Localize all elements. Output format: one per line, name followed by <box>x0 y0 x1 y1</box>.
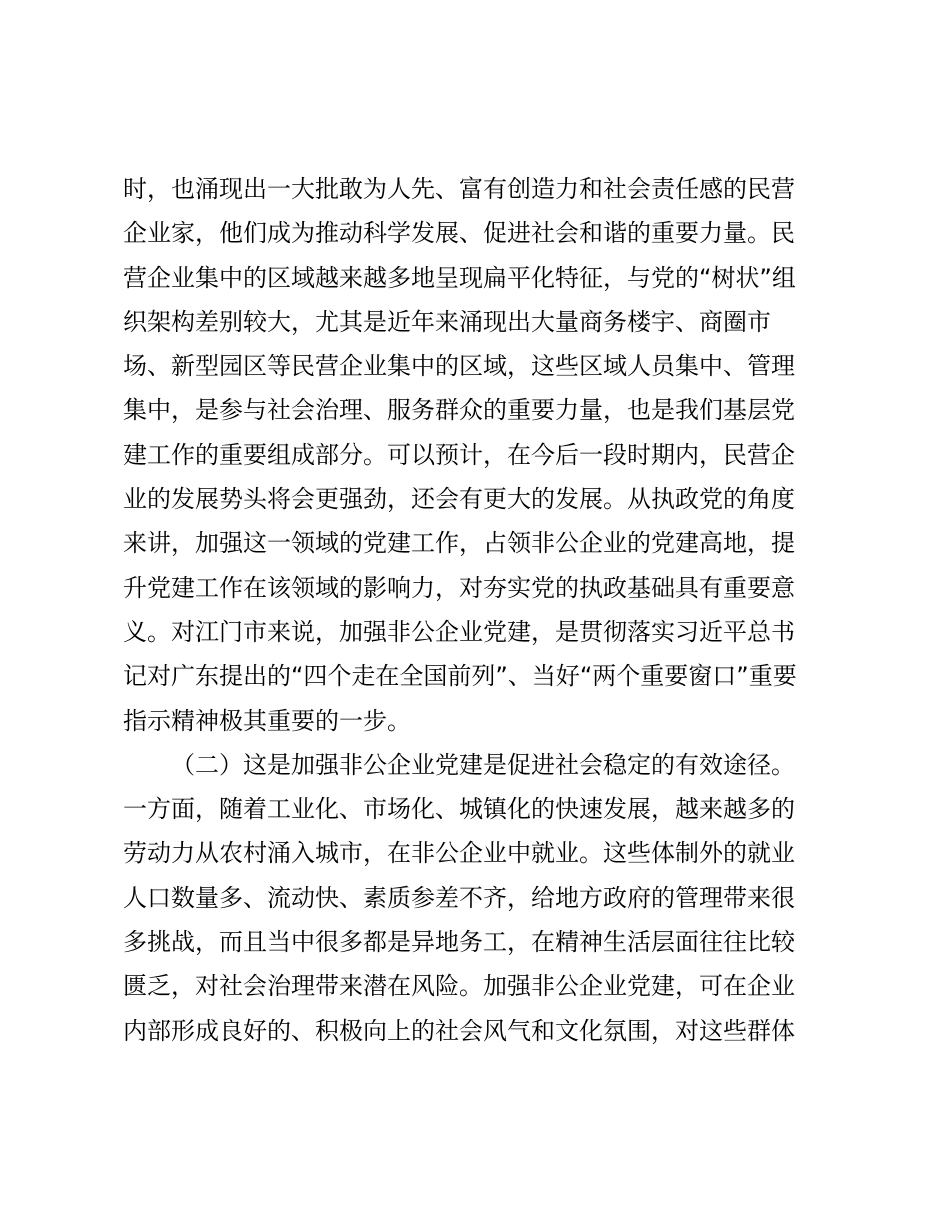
text-line-16: 劳动力从农村涌入城市，在非公企业中就业。这些体制外的就业 <box>123 839 795 868</box>
text-line-9: 来讲，加强这一领域的党建工作，占领非公企业的党建高地，提 <box>123 529 795 558</box>
text-line-7: 建工作的重要组成部分。可以预计，在今后一段时期内，民营企 <box>123 440 795 469</box>
text-line-15: 一方面，随着工业化、市场化、城镇化的快速发展，越来越多的 <box>123 795 795 824</box>
text-line-12: 记对广东提出的“四个走在全国前列”、当好“两个重要窗口”重要 <box>123 662 797 691</box>
text-line-6: 集中，是参与社会治理、服务群众的重要力量，也是我们基层党 <box>123 396 795 425</box>
text-line-17: 人口数量多、流动快、素质参差不齐，给地方政府的管理带来很 <box>123 883 795 912</box>
text-line-2: 企业家，他们成为推动科学发展、促进社会和谐的重要力量。民 <box>123 219 795 248</box>
section-heading-line: （二）这是加强非公企业党建是促进社会稳定的有效途径。 <box>171 750 795 779</box>
text-line-11: 义。对江门市来说，加强非公企业党建，是贯彻落实习近平总书 <box>123 617 795 646</box>
text-line-1: 时，也涌现出一大批敢为人先、富有创造力和社会责任感的民营 <box>123 175 795 203</box>
text-line-18: 多挑战，而且当中很多都是异地务工，在精神生活层面往往比较 <box>123 928 795 957</box>
text-line-19: 匮乏，对社会治理带来潜在风险。加强非公企业党建，可在企业 <box>123 972 795 1001</box>
text-line-3: 营企业集中的区域越来越多地呈现扁平化特征，与党的“树状”组 <box>123 263 796 292</box>
text-line-20: 内部形成良好的、积极向上的社会风气和文化氛围，对这些群体 <box>123 1016 795 1045</box>
text-line-5: 场、新型园区等民营企业集中的区域，这些区域人员集中、管理 <box>123 352 795 381</box>
text-line-8: 业的发展势头将会更强劲，还会有更大的发展。从执政党的角度 <box>123 485 795 514</box>
text-line-10: 升党建工作在该领域的影响力，对夯实党的执政基础具有重要意 <box>123 573 795 602</box>
body-text <box>123 167 823 1053</box>
text-line-13: 指示精神极其重要的一步。 <box>123 706 411 735</box>
text-line-4: 织架构差别较大，尤其是近年来涌现出大量商务楼宇、商圈市 <box>123 307 771 336</box>
